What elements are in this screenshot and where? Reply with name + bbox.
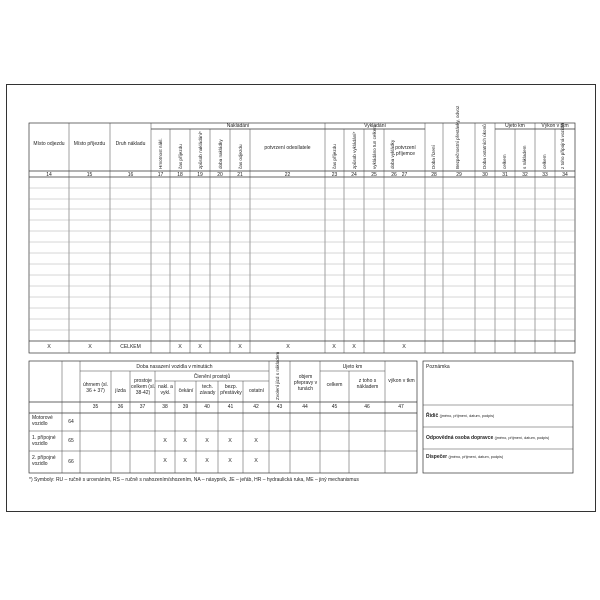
col-number: 24 <box>351 172 357 178</box>
lower-z-toho: z toho s nákladem <box>356 378 379 390</box>
col-number: 46 <box>364 404 370 410</box>
lower-celkem: celkem <box>326 382 343 388</box>
dispecer-line <box>426 454 503 460</box>
header-zpusob-nakladani: způsob nakládání* <box>198 131 203 169</box>
jizda: jízda <box>115 388 126 394</box>
odpovedna-line <box>426 435 549 441</box>
x-mark: X <box>254 458 258 464</box>
footnote: *) Symboly: RU – ručně s urovnáním, RS – ručně s nahozením/shozením, NA – násypník, JE – jeřáb, HR – hydraulická ruka, ME – jiný mechanismus <box>29 477 359 483</box>
col-number: 22 <box>284 172 291 178</box>
doba-nasazeni: Doba nasazení vozidla v minutách <box>136 364 213 370</box>
header-hmotnost-nakl: Hmotnost nákl. <box>158 138 163 169</box>
header-bezpecnostni-prestavky: Bezpečnostní přestávky, odvoz <box>455 105 460 169</box>
row-number: 66 <box>68 459 74 465</box>
header-potvrzeni-odesilatele: potvrzení odesílatele <box>264 145 311 151</box>
col-number: 16 <box>127 172 134 178</box>
x-mark: X <box>228 458 232 464</box>
dispecer-hint: (jméno, příjmení, datum, podpis) <box>448 455 504 459</box>
group-nakladani: Nakládání <box>226 123 250 129</box>
row-label: 2. přípojné vozidlo <box>32 455 56 467</box>
col-number: 32 <box>522 172 528 178</box>
x-mark: X <box>183 438 187 444</box>
zvoleni-jizd: Zvolení jízd s nákladem <box>275 351 280 400</box>
cleneni-prostoju: Členění prostojů <box>193 374 231 380</box>
row-number: 64 <box>68 419 74 425</box>
lower-ujeto-km: Ujeto km <box>342 364 363 370</box>
total-x: X <box>47 344 51 350</box>
x-mark: X <box>228 438 232 444</box>
col-number: 41 <box>227 404 234 410</box>
x-mark: X <box>163 438 167 444</box>
header-misto-prijezdu: Místo příjezdu <box>73 141 106 147</box>
header-misto-odjezdu: Místo odjezdu <box>33 141 65 147</box>
row-label: 1. přípojné vozidlo <box>32 435 56 447</box>
lower-vykon-tkm: výkon v tkm <box>388 378 415 384</box>
row-number: 65 <box>68 438 74 444</box>
col-number: 30 <box>482 172 488 178</box>
col-number: 27 <box>401 172 408 178</box>
nakl-vykl: nakl. a vykl. <box>158 384 173 396</box>
total-x: X <box>238 344 242 350</box>
header-z-toho-pripojne: z toho přípojná vozidla <box>560 123 565 169</box>
odpovedna-label: Odpovědná osoba dopravce <box>426 435 494 441</box>
group-vykladani: Vykládání <box>364 123 386 129</box>
ridic-label: Řidič <box>426 413 439 419</box>
odpovedna-hint: (jméno, příjmení, datum, podpis) <box>494 436 550 440</box>
total-x: X <box>178 344 182 350</box>
x-mark: X <box>205 438 209 444</box>
header-cas-odjezdu-n: čas odjezdu <box>238 144 243 169</box>
header-doba-vykladky: doba vykládky <box>390 139 395 169</box>
total-x: X <box>332 344 336 350</box>
col-number: 37 <box>139 404 146 410</box>
x-mark: X <box>254 438 258 444</box>
col-number: 47 <box>398 404 404 410</box>
total-x: X <box>352 344 356 350</box>
header-doba-ostatnich: Doba ostatních úkonů <box>482 124 487 169</box>
dispecer-label: Dispečer <box>426 454 448 460</box>
header-s-nakladem: s nákladem <box>522 145 527 169</box>
col-number: 17 <box>157 172 164 178</box>
tech-zavady: tech. závady <box>199 384 216 396</box>
header-celkem: celkem <box>502 154 507 169</box>
x-mark: X <box>183 458 187 464</box>
ridic-hint: (jméno, příjmení, datum, podpis) <box>439 414 495 418</box>
col-number: 44 <box>302 404 308 410</box>
header-zpusob-vykladani: způsob vykládání* <box>352 131 357 169</box>
header-druh-nakladu: Druh nákladu <box>115 141 146 147</box>
col-number: 39 <box>182 404 189 410</box>
col-number: 33 <box>542 172 548 178</box>
x-mark: X <box>205 458 209 464</box>
ostatni: ostatní <box>248 388 264 394</box>
total-celkem: CELKEM <box>120 344 141 350</box>
group-vykon-tkm: Výkon v tkm <box>541 123 569 129</box>
total-x: X <box>88 344 92 350</box>
col-number: 36 <box>117 404 124 410</box>
ridic-line <box>426 413 494 419</box>
col-number: 23 <box>331 172 338 178</box>
col-number: 20 <box>217 172 223 178</box>
x-mark: X <box>163 458 167 464</box>
header-potvrzeni-prijemce: potvrzení příjemce <box>395 145 416 157</box>
total-x: X <box>198 344 202 350</box>
col-number: 34 <box>562 172 568 178</box>
header-doba-rizeni: Doba řízení <box>431 145 436 169</box>
uhrnem: úhrnem (sl. 36 + 37) <box>82 382 108 394</box>
poznamka: Poznámka <box>426 364 450 370</box>
header-cas-prijezdu-n: čas příjezdu <box>178 144 183 169</box>
col-number: 25 <box>371 172 377 178</box>
col-number: 19 <box>197 172 203 178</box>
paper <box>6 84 596 512</box>
total-x: X <box>402 344 406 350</box>
col-number: 31 <box>502 172 508 178</box>
row-label: Motorové vozidlo <box>32 415 53 427</box>
col-number: 28 <box>431 172 437 178</box>
header-cas-prijezdu-v: čas příjezdu <box>332 144 337 169</box>
col-number: 29 <box>456 172 462 178</box>
prostoje-celkem: prostoje celkem (sl. 38-42) <box>131 378 155 396</box>
col-number: 21 <box>237 172 243 178</box>
col-number: 35 <box>92 404 99 410</box>
header-celkem-tkm: celkem <box>542 154 547 169</box>
objem-prepravy: objem přepravy v tunách <box>293 374 318 392</box>
col-number: 14 <box>46 172 52 178</box>
col-number: 15 <box>86 172 93 178</box>
total-x: X <box>286 344 290 350</box>
cekani: čekání <box>178 388 194 394</box>
col-number: 40 <box>204 404 210 410</box>
col-number: 18 <box>177 172 183 178</box>
header-vykladane-tuny: vykládáno tun celkem <box>372 124 377 169</box>
col-number: 45 <box>331 404 338 410</box>
col-number: 42 <box>253 404 259 410</box>
col-number: 43 <box>276 404 283 410</box>
col-number: 38 <box>162 404 168 410</box>
bezp-prestavky: bezp. přestávky <box>220 384 242 396</box>
col-number: 26 <box>391 172 397 178</box>
group-ujeto-km: Ujeto km <box>505 123 525 129</box>
header-doba-nakladky: doba nakládky <box>218 139 223 169</box>
